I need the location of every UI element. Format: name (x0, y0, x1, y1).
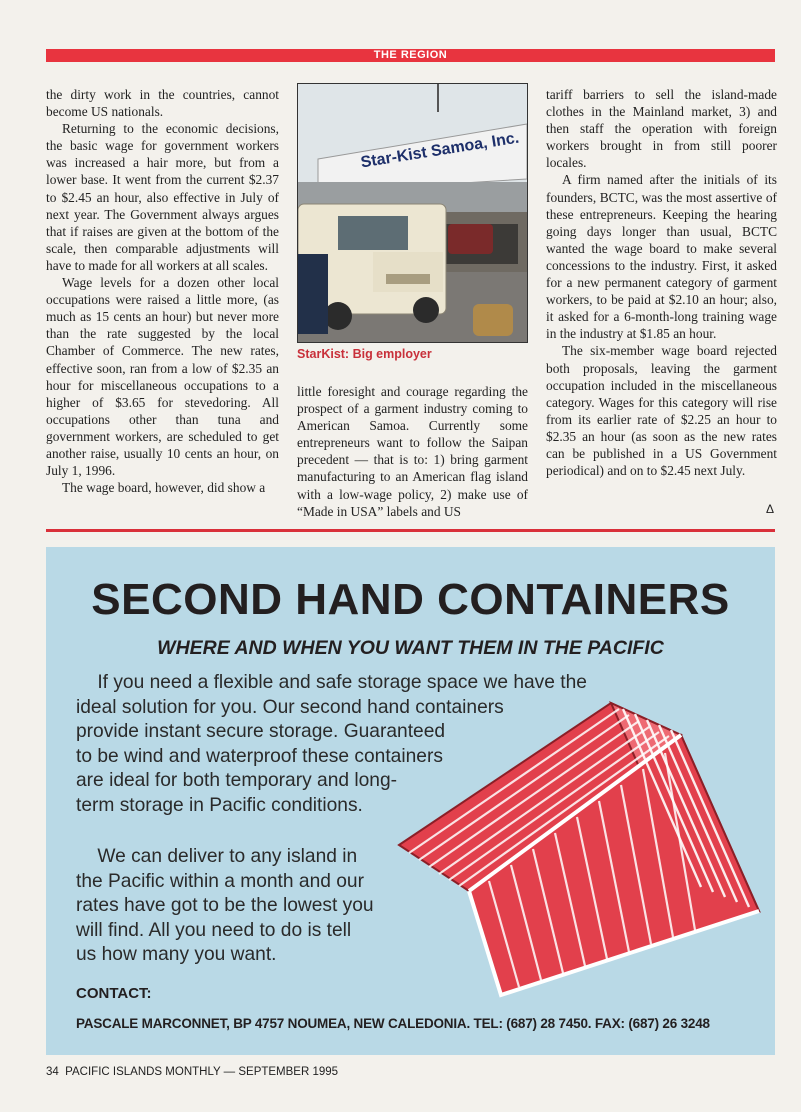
paragraph: A firm named after the initials of its founders, BCTC, was the most assertive of these entrepreneurs. Keeping the hearing going days longer than usual, BCTC wanted the wage board to make several concessions to the industry. First, it asked for a new permanent category of garment workers, to be paid at $2.10 an hour; also, it asked for a 6-month-long training wage in the industry at $1.85 an hour. (546, 172, 777, 342)
ad-line: to be wind and waterproof these containers (76, 745, 443, 767)
starkist-building-illustration (298, 84, 527, 342)
article-column-1 (46, 86, 279, 496)
paragraph: the dirty work in the countries, cannot become US nationals. (46, 87, 279, 120)
section-header: THE REGION (46, 49, 775, 62)
ad-line: the Pacific within a month and our (76, 870, 364, 892)
starkist-photo (297, 83, 528, 343)
paragraph: The six-member wage board rejected both proposals, leaving the garment occupation included in the miscellaneous category. Wages for this category will rise from its earlier rate of $2.25 an hour to $2.35 an hour (as soon as the new rates can be published in a US Government periodical) and on to $2.45 next July. (546, 343, 777, 479)
ad-paragraph-1 (76, 671, 587, 818)
page-footer: 34 PACIFIC ISLANDS MONTHLY — SEPTEMBER 1995 (46, 1066, 339, 1078)
ad-line: rates have got to be the lowest you (76, 895, 374, 916)
ad-line: If you need a flexible and safe storage space we have the (76, 672, 587, 693)
paragraph: tariff barriers to sell the island-made clothes in the Mainland market, 3) and then staff the operation with foreign workers brought in from still poorer locales. (546, 87, 777, 171)
paragraph: little foresight and courage regarding the prospect of a garment industry coming to American Samoa. Currently some entrepreneurs want to follow the Saipan precedent — that is to: 1) bring garment manufacturing to an American flag island with a low-wage policy, 2) make use of “Made in USA” labels and US (297, 384, 528, 519)
ad-contact-details: PASCALE MARCONNET, BP 4757 NOUMEA, NEW CALEDONIA. TEL: (687) 28 7450. FAX: (687) 26 3248 (76, 1016, 710, 1031)
article-column-3 (546, 86, 777, 479)
ad-line: us how many you want. (76, 944, 277, 965)
ad-line: provide instant secure storage. Guaranteed (76, 721, 446, 742)
ad-line: We can deliver to any island in (76, 846, 358, 867)
ad-subtitle: WHERE AND WHEN YOU WANT THEM IN THE PACIFIC (157, 637, 664, 659)
photo-caption: StarKist: Big employer (297, 347, 432, 361)
article-column-2 (297, 383, 528, 520)
ad-line: will find. All you need to do is tell (76, 919, 352, 941)
divider-rule (46, 529, 775, 532)
ad-contact-label: CONTACT: (76, 985, 152, 1002)
paragraph: Returning to the economic decisions, the basic wage for government workers was increased a hair more, but from a lower base. It went from the current $2.37 to $2.45 an hour, also effective in July of next year. The Government always argues that if raises are given at the bottom of the scale, then comparable adjustments will have to made for all workers at all scales. (46, 121, 279, 273)
ad-paragraph-2 (76, 845, 374, 968)
advertisement (46, 547, 775, 1055)
ad-line: are ideal for both temporary and long- (76, 770, 398, 791)
ad-title: SECOND HAND CONTAINERS (91, 575, 730, 624)
paragraph: The wage board, however, did show a (62, 480, 266, 496)
sign-text: Star-Kist Samoa, Inc. (359, 129, 521, 172)
paragraph: Wage levels for a dozen other local occupations were raised a little more, (as much as 15 cents an hour) but never more than the rate suggested by the local Chamber of Commerce. The new rates, effective soon, ran from a low of $2.35 an hour for miscellaneous occupations to a higher of $3.65 for stevedoring. All occupations other than tuna and government workers, are scheduled to get another raise, usually 10 cents an hour, on July 1, 1996. (46, 275, 279, 479)
ad-line: term storage in Pacific conditions. (76, 794, 363, 816)
end-mark: Δ (766, 502, 775, 516)
ad-line: ideal solution for you. Our second hand containers (76, 696, 504, 718)
